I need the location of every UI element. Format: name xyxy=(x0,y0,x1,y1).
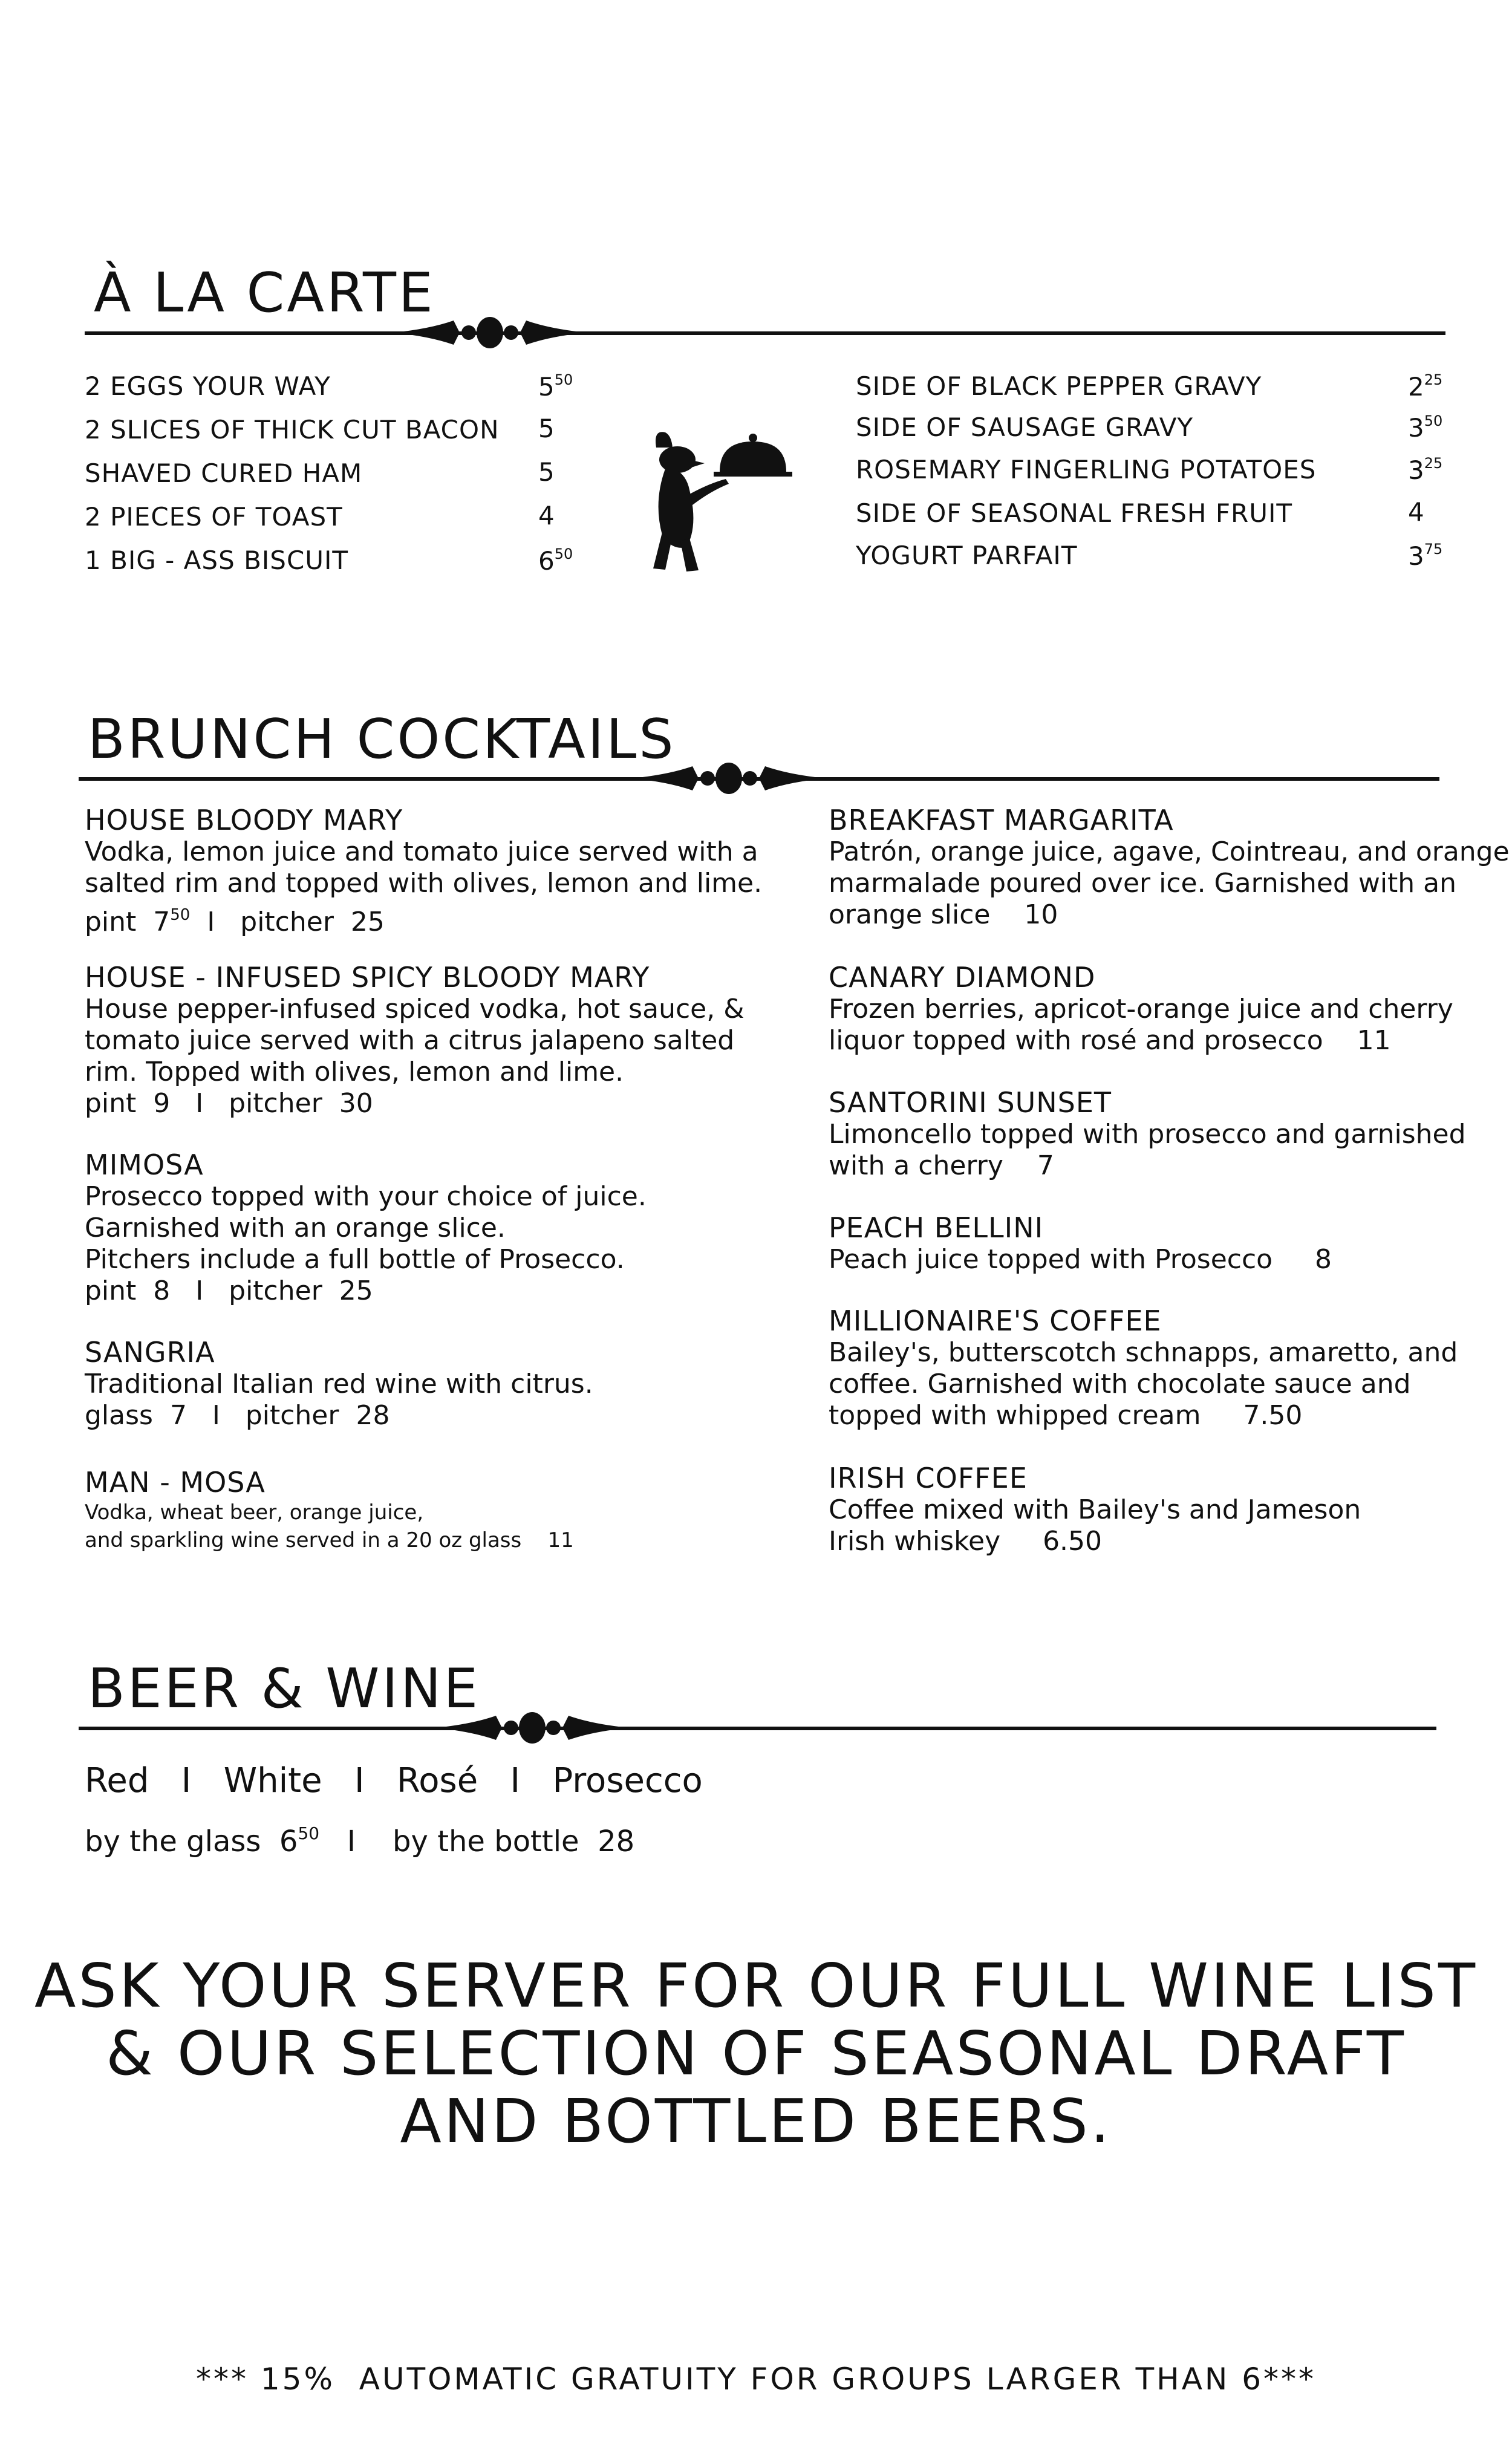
section-title-a-la-carte: À LA CARTE xyxy=(94,261,435,325)
menu-item-price: $3^{25}$ xyxy=(1408,455,1443,485)
menu-item: 2 EGGS YOUR WAY xyxy=(85,371,331,401)
menu-item-price: $3^{75}$ xyxy=(1408,541,1443,571)
cocktail-description: Vodka, lemon juice and tomato juice served with a xyxy=(85,836,758,867)
cocktail-price: pint 8 I pitcher 25 xyxy=(85,1275,373,1306)
menu-item: ROSEMARY FINGERLING POTATOES xyxy=(856,455,1317,484)
cocktail-item xyxy=(829,1305,1512,1431)
divider-line xyxy=(85,331,1445,335)
divider-line xyxy=(79,1727,1436,1730)
ornament-icon xyxy=(435,1710,629,1746)
menu-item-price: $5^{50}$ xyxy=(538,371,573,402)
cocktail-name: MAN - MOSA xyxy=(85,1466,266,1499)
ask-server-notice xyxy=(0,1952,1512,2155)
cocktail-description: rim. Topped with olives, lemon and lime. xyxy=(85,1056,624,1087)
cocktail-description: coffee. Garnished with chocolate sauce and xyxy=(829,1368,1411,1399)
menu-item: SIDE OF BLACK PEPPER GRAVY xyxy=(856,371,1262,401)
gratuity-notice: *** 15% AUTOMATIC GRATUITY FOR GROUPS LARGER THAN 6*** xyxy=(195,2362,1317,2397)
wine-prices: by the glass $6^{50}$ I by the bottle 28 xyxy=(85,1823,635,1858)
cocktail-description: Garnished with an orange slice. xyxy=(85,1212,506,1243)
cocktail-item xyxy=(829,1212,1512,1275)
section-title-beer-wine: BEER & WINE xyxy=(88,1657,481,1721)
cocktail-description: Traditional Italian red wine with citrus. xyxy=(85,1368,593,1399)
ask-line: AND BOTTLED BEERS. xyxy=(400,2086,1112,2157)
cocktail-description: Prosecco topped with your choice of juice. xyxy=(85,1181,647,1212)
cocktail-description: tomato juice served with a citrus jalapeno salted xyxy=(85,1024,735,1056)
cocktail-item xyxy=(829,1462,1512,1557)
cocktail-description: salted rim and topped with olives, lemon and lime. xyxy=(85,867,763,899)
cocktail-description: Coffee mixed with Bailey's and Jameson xyxy=(829,1494,1361,1525)
cocktail-name: BREAKFAST MARGARITA xyxy=(829,804,1174,836)
cocktail-description: Patrón, orange juice, agave, Cointreau, and orange xyxy=(829,836,1510,867)
cocktail-description: Frozen berries, apricot-orange juice and cherry xyxy=(829,993,1453,1024)
cocktail-description: orange slice 10 xyxy=(829,899,1058,930)
ornament-icon xyxy=(632,760,826,796)
cocktail-description: marmalade poured over ice. Garnished with an xyxy=(829,867,1457,899)
ornament-icon xyxy=(393,314,587,351)
cocktail-item xyxy=(829,962,1512,1057)
cocktail-description: Limoncello topped with prosecco and garnished xyxy=(829,1118,1466,1150)
cocktail-price: pint 9 I pitcher 30 xyxy=(85,1087,373,1119)
ask-line: & OUR SELECTION OF SEASONAL DRAFT xyxy=(106,2018,1406,2089)
cocktail-item xyxy=(85,1149,780,1307)
cocktail-item xyxy=(85,1337,780,1431)
wine-types: Red I White I Rosé I Prosecco xyxy=(85,1761,703,1800)
cocktail-name: MIMOSA xyxy=(85,1148,204,1181)
menu-item-price: 5 xyxy=(538,414,555,443)
cocktail-description: topped with whipped cream 7.50 xyxy=(829,1399,1303,1431)
cocktail-description: Pitchers include a full bottle of Prosecco. xyxy=(85,1243,625,1275)
cocktail-description: Vodka, wheat beer, orange juice, xyxy=(85,1500,424,1525)
ask-line: ASK YOUR SERVER FOR OUR FULL WINE LIST xyxy=(34,1950,1478,2021)
section-title-brunch-cocktails: BRUNCH COCKTAILS xyxy=(88,708,676,771)
cocktail-name: HOUSE BLOODY MARY xyxy=(85,804,403,836)
cocktail-item xyxy=(829,804,1512,931)
cocktail-description: Irish whiskey 6.50 xyxy=(829,1525,1103,1557)
cocktail-description: Bailey's, butterscotch schnapps, amaretto, and xyxy=(829,1337,1458,1368)
menu-item: 1 BIG - ASS BISCUIT xyxy=(85,545,349,575)
menu-item-price: $2^{25}$ xyxy=(1408,371,1443,402)
menu-item-price: $3^{50}$ xyxy=(1408,412,1443,443)
menu-item-price: $6^{50}$ xyxy=(538,545,573,576)
cocktail-name: IRISH COFFEE xyxy=(829,1462,1028,1494)
cocktail-name: HOUSE - INFUSED SPICY BLOODY MARY xyxy=(85,961,650,994)
menu-item: 2 PIECES OF TOAST xyxy=(85,502,343,532)
menu-item-price: 4 xyxy=(538,501,555,530)
cocktail-item xyxy=(85,804,780,938)
menu-item-price: 4 xyxy=(1408,497,1424,527)
menu-item: SIDE OF SEASONAL FRESH FRUIT xyxy=(856,498,1292,528)
dog-waiter-illustration xyxy=(629,423,810,581)
menu-item: 2 SLICES OF THICK CUT BACON xyxy=(85,415,500,445)
cocktail-item xyxy=(829,1087,1512,1182)
cocktail-name: SANGRIA xyxy=(85,1336,215,1369)
cocktail-price: glass 7 I pitcher 28 xyxy=(85,1399,390,1431)
menu-item: SHAVED CURED HAM xyxy=(85,458,363,488)
menu-item: SIDE OF SAUSAGE GRAVY xyxy=(856,412,1194,442)
cocktail-name: SANTORINI SUNSET xyxy=(829,1086,1112,1119)
cocktail-price: pint $7^{50}$ I pitcher 25 xyxy=(85,905,385,937)
cocktail-item xyxy=(85,962,780,1119)
cocktail-name: CANARY DIAMOND xyxy=(829,961,1096,994)
cocktail-name: MILLIONAIRE'S COFFEE xyxy=(829,1304,1162,1337)
menu-item: YOGURT PARFAIT xyxy=(856,541,1078,570)
cocktail-name: PEACH BELLINI xyxy=(829,1211,1044,1244)
cocktail-description: and sparkling wine served in a 20 oz glass 11 xyxy=(85,1528,574,1552)
menu-item-price: 5 xyxy=(538,457,555,487)
cocktail-description: House pepper-infused spiced vodka, hot sauce, & xyxy=(85,993,745,1024)
cocktail-description: Peach juice topped with Prosecco 8 xyxy=(829,1243,1332,1275)
cocktail-description: with a cherry 7 xyxy=(829,1150,1054,1181)
cocktail-item xyxy=(85,1467,780,1554)
cocktail-description: liquor topped with rosé and prosecco 11 xyxy=(829,1024,1391,1056)
